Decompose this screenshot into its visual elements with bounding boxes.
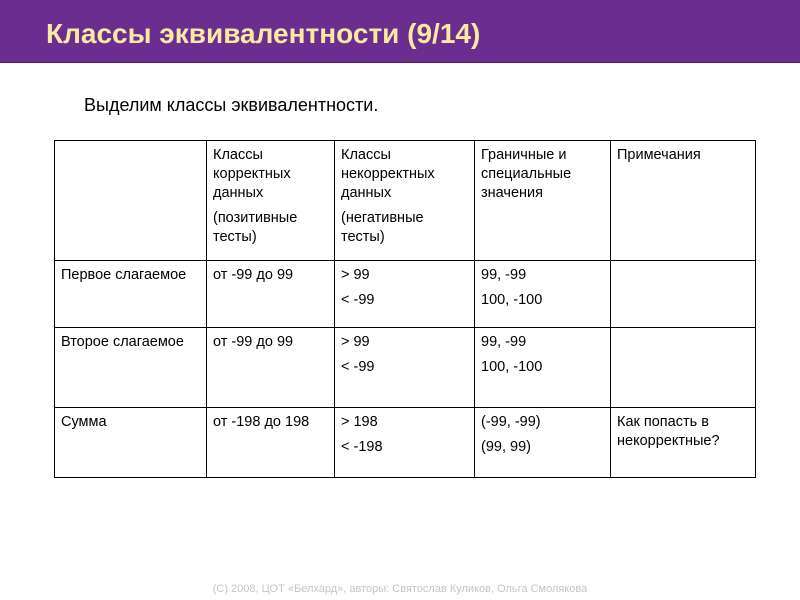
correct-cell: от -99 до 99 xyxy=(207,261,335,328)
equivalence-classes-table xyxy=(54,140,756,478)
header-cell-empty xyxy=(55,141,207,261)
notes-cell: Как попасть в некорректные? xyxy=(611,408,756,478)
incorrect-value: > 198 xyxy=(341,414,378,430)
header-cell-correct xyxy=(207,141,335,261)
header-correct-subtitle: (позитивные тесты) xyxy=(213,210,298,245)
incorrect-cell xyxy=(335,408,475,478)
table-row xyxy=(55,408,756,478)
boundary-cell xyxy=(475,328,611,408)
boundary-value: 100, -100 xyxy=(481,292,543,308)
header-cell-incorrect xyxy=(335,141,475,261)
title-bar xyxy=(0,0,800,63)
notes-cell xyxy=(611,328,756,408)
row-name-cell: Сумма xyxy=(55,408,207,478)
boundary-value: (99, 99) xyxy=(481,439,531,455)
header-cell-notes: Примечания xyxy=(611,141,756,261)
notes-cell xyxy=(611,261,756,328)
incorrect-value: < -198 xyxy=(341,439,383,455)
table-row xyxy=(55,328,756,408)
footer-copyright: (C) 2008, ЦОТ «Белхард», авторы: Святослав Куликов, Ольга Смолякова xyxy=(212,583,588,595)
header-cell-boundary: Граничные и специальные значения xyxy=(475,141,611,261)
table-header-row xyxy=(55,141,756,261)
row-name-cell: Второе слагаемое xyxy=(55,328,207,408)
incorrect-value: > 99 xyxy=(341,334,370,350)
correct-cell: от -99 до 99 xyxy=(207,328,335,408)
boundary-value: (-99, -99) xyxy=(481,414,541,430)
header-incorrect-title: Классы некорректных данных xyxy=(341,147,435,201)
boundary-cell xyxy=(475,408,611,478)
incorrect-value: > 99 xyxy=(341,267,370,283)
intro-text: Выделим классы эквивалентности. xyxy=(84,95,379,115)
incorrect-value: < -99 xyxy=(341,292,375,308)
slide-title: Классы эквивалентности (9/14) xyxy=(46,18,481,49)
header-correct-title: Классы корректных данных xyxy=(213,147,291,201)
correct-cell: от -198 до 198 xyxy=(207,408,335,478)
incorrect-cell xyxy=(335,261,475,328)
incorrect-cell xyxy=(335,328,475,408)
row-name-cell: Первое слагаемое xyxy=(55,261,207,328)
incorrect-value: < -99 xyxy=(341,359,375,375)
boundary-value: 99, -99 xyxy=(481,334,527,350)
header-incorrect-subtitle: (негативные тесты) xyxy=(341,210,424,245)
boundary-value: 99, -99 xyxy=(481,267,527,283)
boundary-cell xyxy=(475,261,611,328)
table-row xyxy=(55,261,756,328)
boundary-value: 100, -100 xyxy=(481,359,543,375)
